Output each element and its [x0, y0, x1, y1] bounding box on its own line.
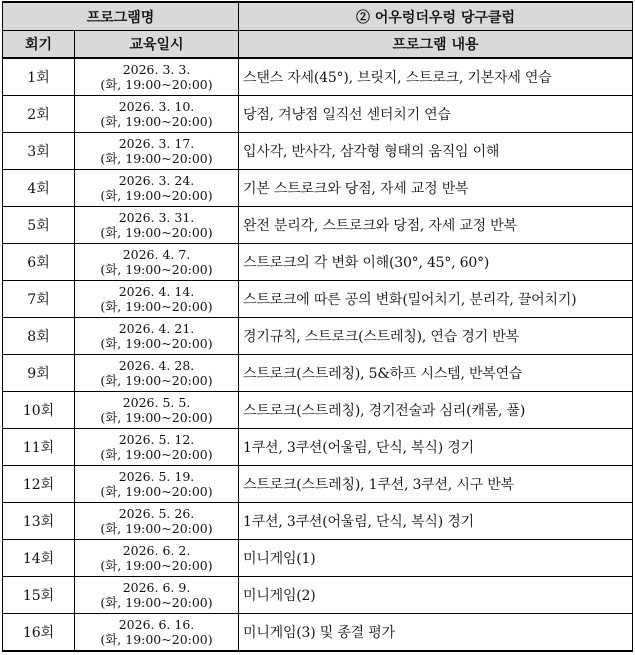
session-cell: 4회 [3, 170, 75, 207]
session-cell: 15회 [3, 577, 75, 614]
session-cell: 9회 [3, 355, 75, 392]
datetime-cell [75, 96, 239, 133]
column-header-datetime: 교육일시 [75, 31, 239, 59]
time-text: (화, 19:00~20:00) [100, 299, 213, 314]
program-schedule-table [2, 1, 633, 652]
column-header-content: 프로그램 내용 [239, 31, 633, 59]
date-text: 2026. 4. 21. [118, 321, 195, 336]
session-cell: 12회 [3, 466, 75, 503]
time-text: (화, 19:00~20:00) [100, 373, 213, 388]
date-text: 2026. 3. 10. [118, 99, 195, 114]
time-text: (화, 19:00~20:00) [100, 151, 213, 166]
time-text: (화, 19:00~20:00) [100, 77, 213, 92]
time-text: (화, 19:00~20:00) [100, 262, 213, 277]
table-row [3, 503, 633, 540]
session-cell: 10회 [3, 392, 75, 429]
content-cell: 스트로크에 따른 공의 변화(밀어치기, 분리각, 끌어치기) [239, 281, 633, 318]
content-cell: 완전 분리각, 스트로크와 당점, 자세 교정 반복 [239, 207, 633, 244]
content-cell: 미니게임(2) [239, 577, 633, 614]
time-text: (화, 19:00~20:00) [100, 447, 213, 462]
session-cell: 13회 [3, 503, 75, 540]
time-text: (화, 19:00~20:00) [100, 595, 213, 610]
table-row [3, 540, 633, 577]
table-row [3, 429, 633, 466]
time-text: (화, 19:00~20:00) [100, 632, 213, 647]
table-row [3, 96, 633, 133]
session-cell: 8회 [3, 318, 75, 355]
column-header-row [3, 31, 633, 59]
session-cell: 5회 [3, 207, 75, 244]
datetime-cell [75, 503, 239, 540]
content-cell: 스트로크(스트레칭), 5&하프 시스템, 반복연습 [239, 355, 633, 392]
content-cell: 기본 스트로크와 당점, 자세 교정 반복 [239, 170, 633, 207]
time-text: (화, 19:00~20:00) [100, 114, 213, 129]
datetime-cell [75, 577, 239, 614]
content-cell: 입사각, 반사각, 삼각형 형태의 움직임 이해 [239, 133, 633, 170]
table-row [3, 577, 633, 614]
date-text: 2026. 4. 28. [118, 358, 195, 373]
content-cell: 1쿠션, 3쿠션(어울림, 단식, 복식) 경기 [239, 429, 633, 466]
table-row [3, 614, 633, 652]
date-text: 2026. 4. 7. [122, 247, 191, 262]
datetime-cell [75, 244, 239, 281]
datetime-cell [75, 466, 239, 503]
schedule-body [3, 2, 633, 651]
content-cell: 당점, 겨냥점 일직선 센터치기 연습 [239, 96, 633, 133]
session-cell: 3회 [3, 133, 75, 170]
date-text: 2026. 6. 9. [122, 580, 191, 595]
table-row [3, 392, 633, 429]
table-row [3, 133, 633, 170]
program-name-value: ② 어우렁더우렁 당구클럽 [239, 2, 633, 31]
content-cell: 경기규칙, 스트로크(스트레칭), 연습 경기 반복 [239, 318, 633, 355]
date-text: 2026. 6. 2. [122, 543, 191, 558]
date-text: 2026. 5. 5. [122, 395, 191, 410]
time-text: (화, 19:00~20:00) [100, 521, 213, 536]
date-text: 2026. 5. 26. [118, 506, 195, 521]
content-cell: 스트로크의 각 변화 이해(30°, 45°, 60°) [239, 244, 633, 281]
datetime-cell [75, 614, 239, 652]
content-cell: 미니게임(3) 및 종결 평가 [239, 614, 633, 652]
table-row [3, 170, 633, 207]
datetime-cell [75, 318, 239, 355]
time-text: (화, 19:00~20:00) [100, 336, 213, 351]
datetime-cell [75, 392, 239, 429]
date-text: 2026. 3. 3. [122, 62, 191, 77]
time-text: (화, 19:00~20:00) [100, 558, 213, 573]
content-cell: 스탠스 자세(45°), 브릿지, 스트로크, 기본자세 연습 [239, 58, 633, 96]
session-cell: 14회 [3, 540, 75, 577]
datetime-cell [75, 281, 239, 318]
table-row [3, 281, 633, 318]
datetime-cell [75, 355, 239, 392]
session-cell: 2회 [3, 96, 75, 133]
date-text: 2026. 6. 16. [118, 617, 195, 632]
session-cell: 1회 [3, 58, 75, 96]
table-row [3, 207, 633, 244]
table-row [3, 318, 633, 355]
date-text: 2026. 3. 17. [118, 136, 195, 151]
date-text: 2026. 5. 19. [118, 469, 195, 484]
session-cell: 6회 [3, 244, 75, 281]
date-text: 2026. 4. 14. [118, 284, 195, 299]
table-row [3, 244, 633, 281]
content-cell: 미니게임(1) [239, 540, 633, 577]
time-text: (화, 19:00~20:00) [100, 410, 213, 425]
date-text: 2026. 3. 31. [118, 210, 195, 225]
datetime-cell [75, 133, 239, 170]
program-name-row [3, 2, 633, 31]
table-row [3, 58, 633, 96]
datetime-cell [75, 540, 239, 577]
content-cell: 1쿠션, 3쿠션(어울림, 단식, 복식) 경기 [239, 503, 633, 540]
datetime-cell [75, 429, 239, 466]
session-cell: 7회 [3, 281, 75, 318]
table-row [3, 466, 633, 503]
time-text: (화, 19:00~20:00) [100, 484, 213, 499]
datetime-cell [75, 170, 239, 207]
session-cell: 11회 [3, 429, 75, 466]
time-text: (화, 19:00~20:00) [100, 225, 213, 240]
date-text: 2026. 3. 24. [118, 173, 195, 188]
datetime-cell [75, 58, 239, 96]
time-text: (화, 19:00~20:00) [100, 188, 213, 203]
column-header-session: 회기 [3, 31, 75, 59]
content-cell: 스트로크(스트레칭), 1쿠션, 3쿠션, 시구 반복 [239, 466, 633, 503]
content-cell: 스트로크(스트레칭), 경기전술과 심리(캐롬, 풀) [239, 392, 633, 429]
table-row [3, 355, 633, 392]
date-text: 2026. 5. 12. [118, 432, 195, 447]
datetime-cell [75, 207, 239, 244]
session-cell: 16회 [3, 614, 75, 652]
program-name-label: 프로그램명 [3, 2, 239, 31]
